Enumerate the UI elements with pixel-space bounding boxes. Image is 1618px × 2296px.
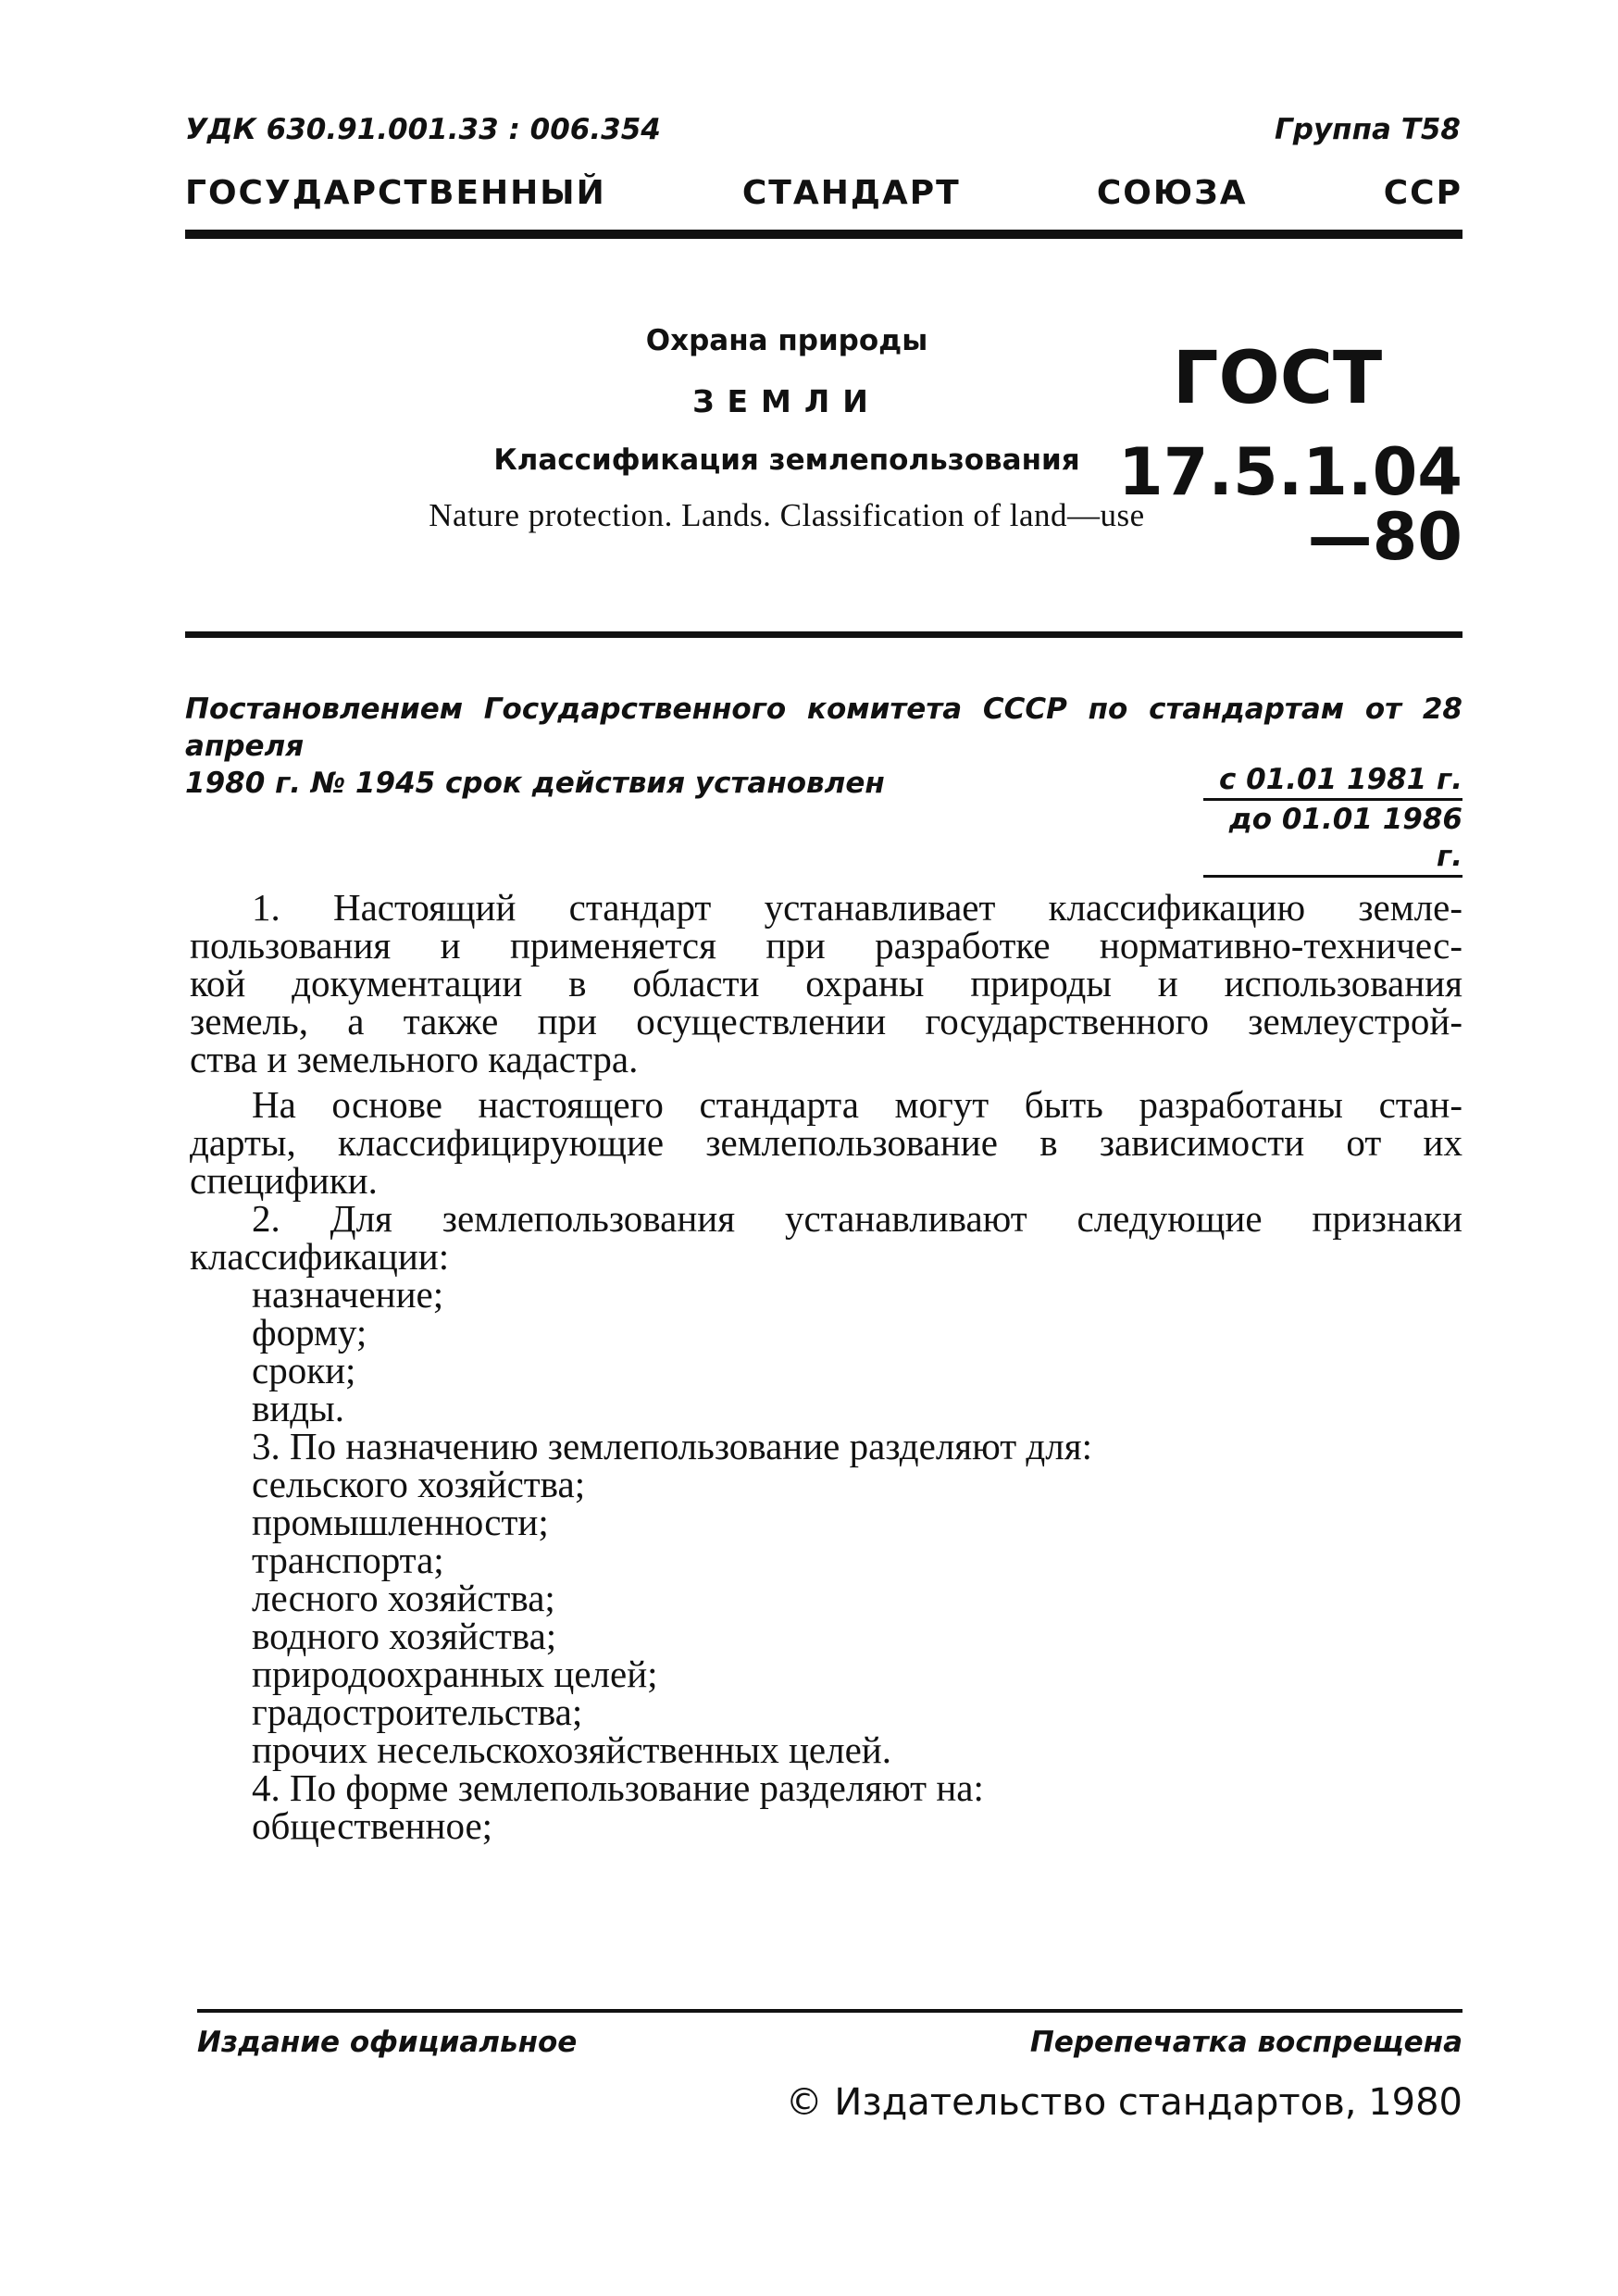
list-item: промышленности; — [252, 1501, 549, 1543]
paragraph-line: ства и земельного кадастра. — [190, 1038, 639, 1080]
paragraph-line: классификации: — [190, 1235, 450, 1278]
paragraph-line: На основе настоящего стандарта могут быть разработаны стан- — [252, 1083, 1462, 1126]
top-rule — [185, 230, 1462, 239]
list-item: транспорта; — [252, 1539, 444, 1581]
edition-note: Издание официальное — [197, 2026, 578, 2059]
publisher-copyright: © Издательство стандартов, 1980 — [785, 2081, 1462, 2124]
list-item: природоохранных целей; — [252, 1653, 658, 1695]
middle-rule — [185, 631, 1462, 638]
bottom-rule — [197, 2009, 1462, 2013]
list-item: лесного хозяйства; — [252, 1577, 555, 1619]
paragraph-line: пользования и применяется при разработке нормативно-техничес- — [190, 924, 1462, 967]
paragraph-line: специфики. — [190, 1159, 378, 1202]
title-block — [407, 324, 1166, 534]
list-item: сельского хозяйства; — [252, 1463, 586, 1505]
paragraph-line: кой документации в области охраны природы и использования — [190, 962, 1462, 1004]
title-subtitle: Классификация землепользования — [493, 443, 1080, 477]
paragraph-line: дарты, классифицирующие землепользование в зависимости от их — [190, 1121, 1462, 1164]
udk-code: УДК 630.91.001.33 : 006.354 — [185, 113, 661, 146]
list-item: форму; — [252, 1311, 367, 1354]
list-item: виды. — [252, 1387, 344, 1429]
list-item: градостроительства; — [252, 1691, 583, 1733]
title-subject: Охрана природы — [645, 324, 928, 357]
list-item: водного хозяйства; — [252, 1615, 557, 1657]
decree-line: 1980 г. № 1945 срок действия установлен — [185, 767, 885, 800]
gost-label: ГОСТ — [1172, 337, 1383, 420]
valid-from: с 01.01 1981 г. — [1203, 761, 1462, 801]
title-english: Nature protection. Lands. Classification of land—use — [429, 497, 1145, 533]
list-item: общественное; — [252, 1804, 493, 1847]
paragraph-line: 4. По форме землепользование разделяют на: — [252, 1766, 984, 1809]
title-main: ЗЕМЛИ — [692, 383, 881, 419]
standard-banner: ГОСУДАРСТВЕННЫЙ СТАНДАРТ СОЮЗА ССР — [185, 174, 1462, 212]
paragraph-line: 1. Настоящий стандарт устанавливает классификацию земле- — [252, 886, 1462, 929]
paragraph-line: земель, а также при осуществлении государственного землеустрой- — [190, 1000, 1462, 1042]
gost-number: 17.5.1.04—80 — [1117, 434, 1462, 575]
validity-dates — [1203, 761, 1462, 878]
reprint-note: Перепечатка воспрещена — [1029, 2026, 1462, 2059]
group-code: Группа Т58 — [1275, 113, 1461, 146]
valid-to: до 01.01 1986 г. — [1203, 801, 1462, 878]
paragraph-line: 3. По назначению землепользование разделяют для: — [252, 1425, 1092, 1467]
body-text — [190, 886, 1462, 1847]
paragraph-line: 2. Для землепользования устанавливают следующие признаки — [252, 1197, 1462, 1240]
decree-line: Постановлением Государственного комитета СССР по стандартам от 28 апреля — [185, 693, 1462, 763]
list-item: назначение; — [252, 1273, 444, 1316]
list-item: сроки; — [252, 1349, 356, 1391]
list-item: прочих несельскохозяйственных целей. — [252, 1728, 891, 1771]
